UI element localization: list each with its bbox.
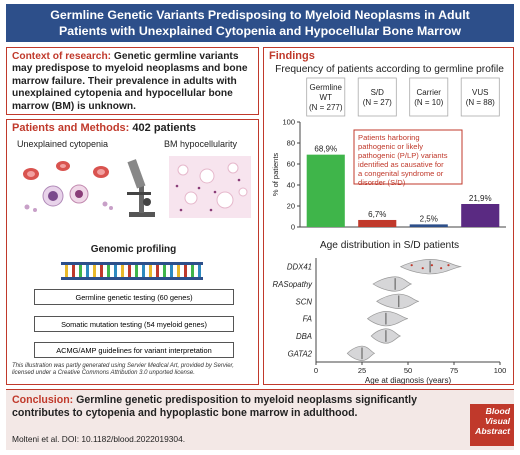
- genomic-profiling-title: Genomic profiling: [90, 244, 177, 255]
- violin-category-label: RASopathy: [272, 280, 312, 289]
- violin-x-tick-label: 75: [449, 366, 459, 375]
- bar-category-label: (N = 277): [308, 103, 343, 112]
- bar-category-header: [358, 78, 396, 116]
- violin-shape: [377, 294, 419, 309]
- bar-category-label: (N = 27): [362, 98, 392, 107]
- title-line-1: Germline Genetic Variants Predisposing to Myeloid Neoplasms in Adult: [50, 8, 470, 22]
- microscope-icon: [127, 159, 155, 217]
- somatic-testing-box: Somatic mutation testing (54 myeloid genes): [34, 316, 234, 332]
- violin-x-tick-label: 50: [403, 366, 413, 375]
- bar-category-label: Germline: [309, 83, 342, 92]
- bar: [307, 155, 345, 227]
- violin-point: [422, 267, 424, 269]
- conclusion-panel: [6, 389, 514, 450]
- abstract-title: [6, 4, 514, 42]
- bar-y-tick-label: 40: [286, 180, 295, 190]
- violin-point: [440, 267, 442, 269]
- conclusion-text: Germline genetic predisposition to myeloid neoplasms significantly contributes to cytopenia and hypoplastic bone marrow in adulthood.: [12, 394, 418, 420]
- bar-chart: [264, 76, 512, 240]
- bar-category-header: [410, 78, 448, 116]
- bar-category-label: WT: [319, 93, 332, 102]
- bar-y-tick-label: 0: [290, 222, 295, 232]
- bar-data-label: 68,9%: [314, 144, 338, 154]
- sd-annotation-text: Patients harboring pathogenic or likely pathogenic (P/LP) variants identified as causative for a congenital syndrome or disorder (S/D): [358, 133, 448, 187]
- citation: Molteni et al. DOI: 10.1182/blood.2022019304.: [12, 434, 186, 444]
- dna-icon: [57, 258, 207, 284]
- bar: [461, 204, 499, 227]
- violin-category-label: DDX41: [286, 262, 312, 272]
- methods-illustration: [11, 152, 255, 222]
- bar-data-label: 6,7%: [368, 209, 387, 219]
- violin-x-tick-label: 0: [313, 366, 319, 375]
- findings-panel: [263, 47, 514, 385]
- violin-x-tick-label: 100: [493, 366, 507, 375]
- violin-x-tick-label: 25: [357, 366, 367, 375]
- violin-point: [411, 264, 413, 266]
- bar-chart-title: Frequency of patients according to germline profile: [275, 64, 504, 75]
- bar-y-tick-label: 60: [286, 159, 295, 169]
- conclusion-label: Conclusion:: [12, 394, 74, 406]
- germline-testing-box: Germline genetic testing (60 genes): [34, 289, 234, 305]
- bar-y-tick-label: 20: [286, 201, 295, 211]
- bar-category-label: (N = 88): [465, 98, 495, 107]
- violin-chart: [264, 252, 512, 384]
- bar-category-header: [461, 78, 499, 116]
- bar-category-label: Carrier: [416, 88, 441, 97]
- bar-y-tick-label: 100: [282, 117, 295, 127]
- bar-category-label: VUS: [472, 88, 489, 97]
- violin-category-label: DBA: [295, 332, 312, 341]
- bar-y-tick-label: 80: [286, 138, 295, 148]
- context-text: Genetic germline variants may predispose to myeloid neoplasms and bone marrow failure. Their prevalence in adults with unexplained cytopenia and hypocellular bone marrow (BM) is unknown.: [12, 51, 248, 112]
- bar-y-axis-label: % of patients: [271, 152, 280, 197]
- blood-visual-abstract-badge: Blood Visual Abstract: [470, 404, 514, 446]
- violin-x-axis-label: Age at diagnosis (years): [364, 376, 452, 384]
- violin-chart-title: Age distribution in S/D patients: [319, 240, 460, 251]
- blood-cells-icon: [23, 161, 113, 212]
- bar: [410, 224, 448, 227]
- bar-category-label: (N = 10): [414, 98, 444, 107]
- violin-shape: [368, 311, 408, 326]
- methods-label: Patients and Methods:: [12, 122, 130, 134]
- context-panel: [6, 47, 259, 115]
- violin-point: [447, 264, 449, 266]
- bar-data-label: 21,9%: [468, 194, 492, 204]
- findings-label: Findings: [269, 50, 315, 62]
- patient-count: 402 patients: [132, 122, 196, 134]
- methods-panel: [6, 119, 259, 385]
- violin-category-label: FA: [302, 314, 312, 324]
- bar-data-label: 2,5%: [419, 214, 438, 224]
- hypocellularity-label: BM hypocellularity: [164, 139, 238, 149]
- context-label: Context of research:: [12, 51, 112, 62]
- illustration-credit: This illustration was partly generated using Servier Medical Art, provided by Servier, licensed under a Creative Commons Attribution 3.0 unported license.: [12, 363, 234, 377]
- violin-shape: [401, 259, 462, 274]
- violin-category-label: GATA2: [287, 349, 312, 359]
- violin-point: [431, 264, 433, 266]
- title-line-2: Patients with Unexplained Cytopenia and Hypocellular Bone Marrow: [58, 24, 462, 38]
- cytopenia-label: Unexplained cytopenia: [17, 139, 109, 149]
- acmg-guidelines-box: ACMG/AMP guidelines for variant interpretation: [34, 342, 234, 358]
- violin-shape: [347, 346, 375, 361]
- bar-category-label: S/D: [370, 88, 384, 97]
- violin-shape: [373, 277, 412, 292]
- histology-icon: [169, 156, 251, 218]
- bar: [358, 220, 396, 227]
- violin-category-label: SCN: [295, 297, 312, 307]
